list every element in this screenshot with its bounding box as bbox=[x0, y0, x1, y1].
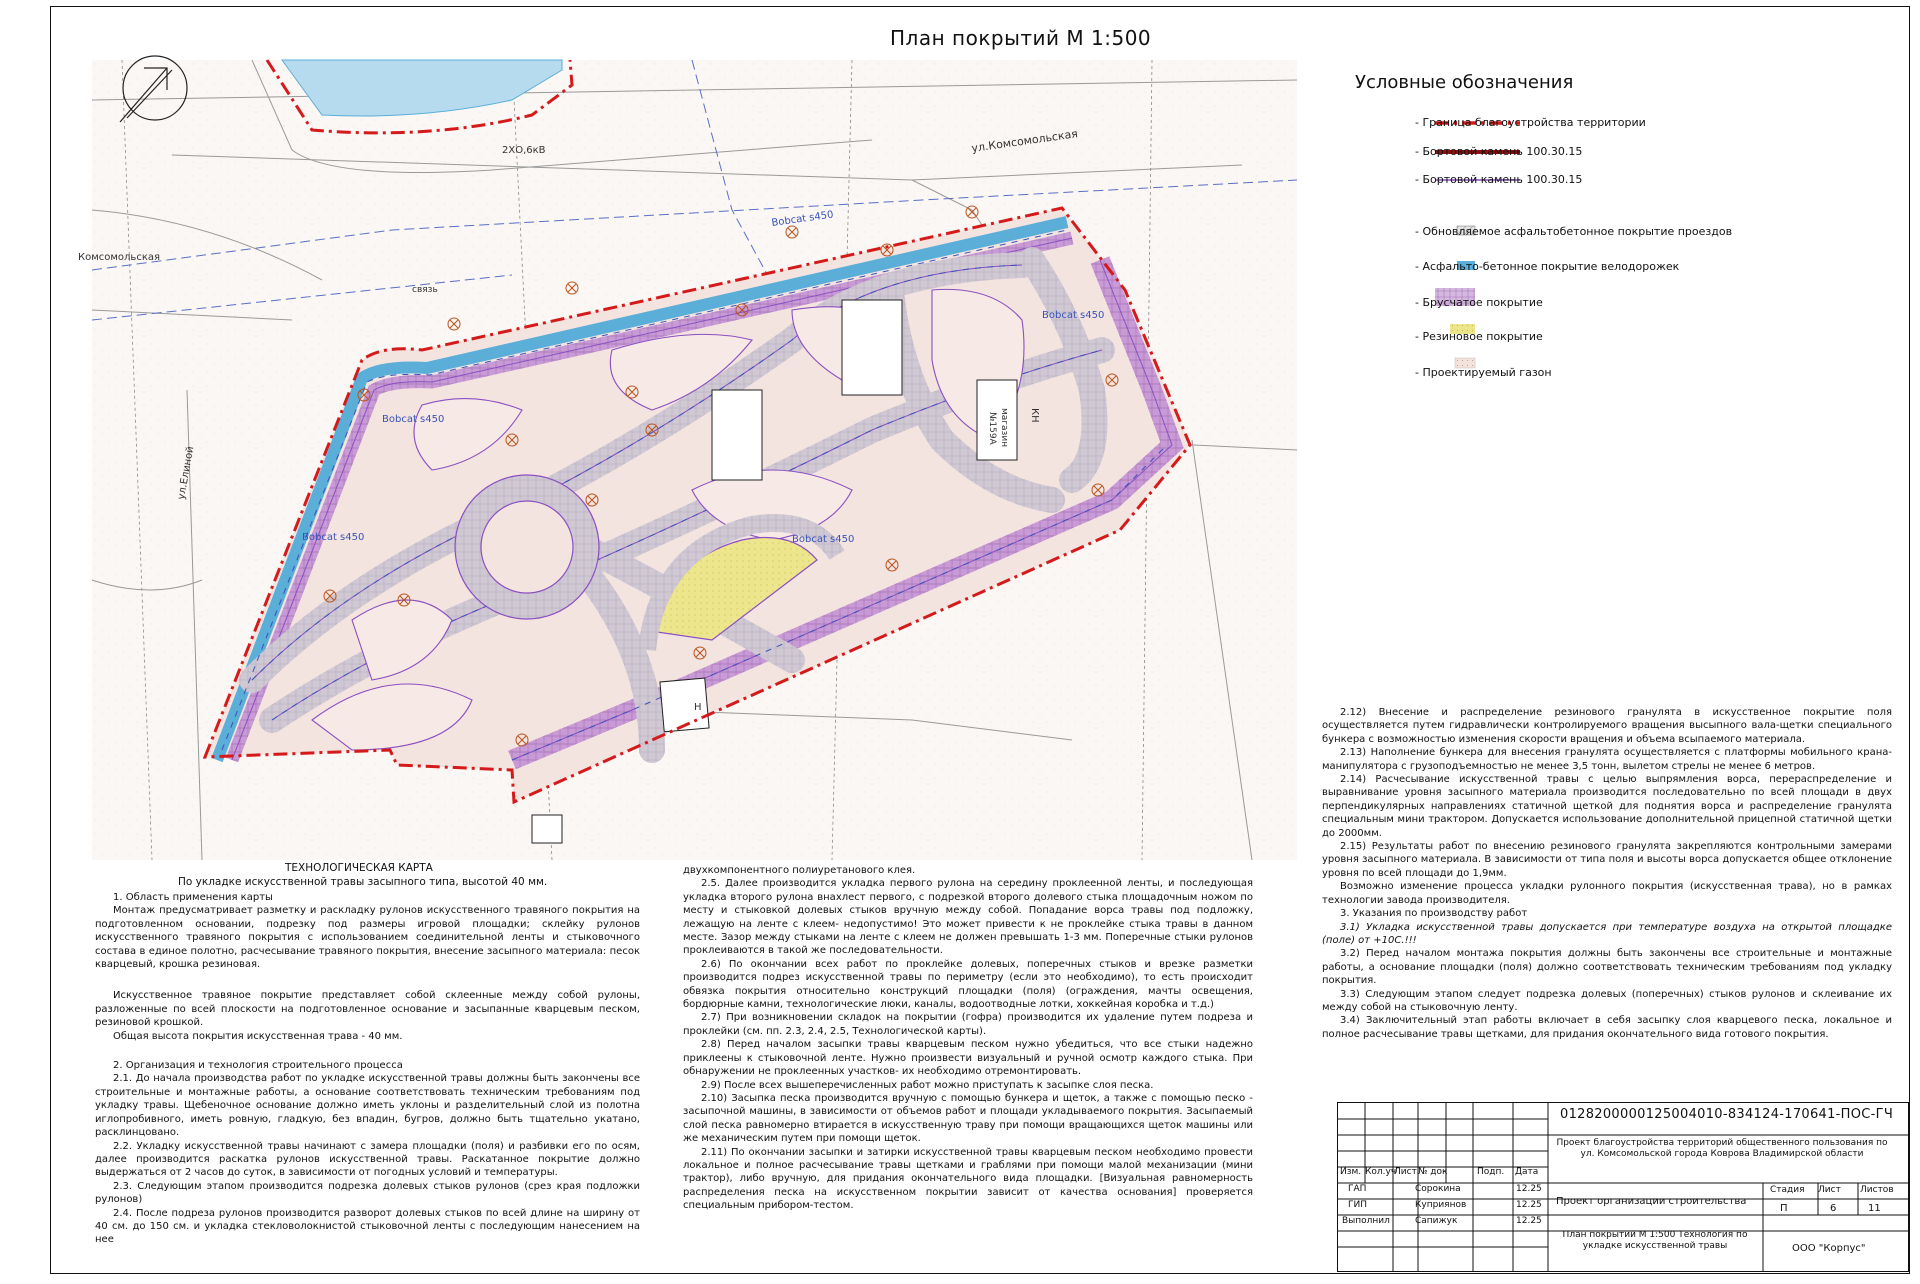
col1-p2: Искусственное травяное покрытие представляет собой склеенные между собой рулоны, разложенные по всей плоскости на подготовленное основание и засыпанные кварцевым песком, резиновой крошкой. bbox=[95, 990, 640, 1029]
label-bobcat-3: Bobcat s450 bbox=[382, 414, 445, 425]
stamp-role-2: ГИП bbox=[1348, 1200, 1367, 1210]
col1-p3: Общая высота покрытия искусственная трава - 40 мм. bbox=[113, 1030, 403, 1042]
stamp-hdr-date: Дата bbox=[1515, 1167, 1539, 1177]
stamp-stage-value: П bbox=[1780, 1203, 1788, 1214]
col3-p0: 2.12) Внесение и распределение резинового гранулята в искусственное покрытие поля осуществляется путем гидравлически контролируемого вращения высыпного вала-щетки специального бункера с возможностью изменения скорости вращения и объема всыпаемого материала. bbox=[1322, 707, 1892, 745]
label-n-marker: Н bbox=[694, 702, 702, 713]
stamp-name-2: Куприянов bbox=[1415, 1200, 1467, 1210]
tech-card-column-3 bbox=[1322, 706, 1892, 1041]
stamp-date-1: 12.25 bbox=[1516, 1184, 1542, 1194]
stamp-date-3: 12.25 bbox=[1516, 1216, 1542, 1226]
legend-item-bike-lane: - Асфальто-бетонное покрытие велодорожек bbox=[1415, 260, 1680, 273]
col3-p8: 3.3) Следующим этапом следует подрезка долевых (поперечных) стыков рулонов и склеивание их между собой на стыковочную ленту. bbox=[1322, 988, 1892, 1013]
stamp-hdr-sign: Подп. bbox=[1477, 1167, 1505, 1177]
legend-item-lawn: - Проектируемый газон bbox=[1415, 366, 1552, 379]
stamp-sheet-title: План покрытий М 1:500 Технология по укладке искусственной травы bbox=[1562, 1230, 1748, 1251]
stamp-name-3: Сапижук bbox=[1415, 1216, 1458, 1226]
col1-p0: 1. Область применения карты bbox=[113, 892, 273, 903]
col1-p5: 2.1. До начала производства работ по укладке искусственной травы должны быть закончены все строительные и монтажные работы, а основание соответствовать техническим требованиям под укладку травы. Щебеночное основание должно иметь уклоны и разделительный слой из полотна иглопробивного, иметь ровную, гладкую, без впадин, бугров, должно быть тщательно укатано, расклинцовано. bbox=[95, 1073, 640, 1139]
site-plan-map bbox=[78, 60, 1297, 860]
col2-p1: 2.5. Далее производится укладка первого рулона на середину проклеенной ленты, и последующая укладка второго рулона внахлест первого, с подрезкой второго долевого стыка площадочным ножом по месту и стыковкой долевых стыков вручную между собой. Попадание ворса травы под подложку, лежащую на ленте с клеем- недопустимо! Это может привести к не проклейке стыка травы в данном месте. Зазор между стыками на ленте с клеем не должен превышать 1-3 мм. Поперечные стыки рулонов проклеиваются в такой же последовательности. bbox=[683, 878, 1253, 957]
stamp-role-1: ГАП bbox=[1348, 1184, 1367, 1194]
stamp-sheet-value: 6 bbox=[1830, 1203, 1837, 1214]
label-house-kn: КН bbox=[1029, 408, 1040, 423]
col2-p7: 2.11) По окончании засыпки и затирки искусственной травы кварцевым песком необходимо провести локальное и полное расчесывание травы щетками и граблями при помощи малой механизации (мини трактор), либо вручную, для придания окончательного вида площадки. [Визуальная равномерность распределения песка на искусственном покрытии зависит от качества основания] проверяется специальным прибором-тестом. bbox=[683, 1146, 1253, 1212]
stamp-hdr-list: Лист bbox=[1394, 1167, 1417, 1177]
stamp-hdr-izm: Изм. bbox=[1340, 1167, 1362, 1177]
legend-item-paving: - Брусчатое покрытие bbox=[1415, 296, 1543, 309]
label-street-komsomolskaya: ул.Комсомольская bbox=[970, 127, 1079, 155]
col3-p3: 2.15) Результаты работ по внесению резинового гранулята закрепляются контрольными замерами уровня засыпного материала. В зависимости от типа поля и высоты ворса допускается общее отклонение уровня по всей площади до 1,9мм. bbox=[1322, 841, 1892, 879]
col1-p8: 2.4. После подреза рулонов производится разворот долевых стыков по всей длине на ширину от 40 см. до 150 см. и укладка стекловолокнистой стыковочной ленты с последующим нанесением на нее bbox=[95, 1207, 640, 1246]
tech-card-subtitle: По укладке искусственной травы засыпного типа, высотой 40 мм. bbox=[178, 876, 548, 888]
stamp-date-2: 12.25 bbox=[1516, 1200, 1542, 1210]
label-bobcat-4: Bobcat s450 bbox=[302, 532, 365, 543]
label-komsomolskaya-left: Комсомольская bbox=[78, 252, 161, 263]
stamp-company: ООО "Корпус" bbox=[1792, 1243, 1866, 1254]
col2-p4: 2.8) Перед началом засыпки травы кварцевым песком нужно убедиться, что все стыки надежно приклеены к стыковочной ленте. Нужно произвести визуальный и ручной осмотр каждого стыка. При обнаружении не проклеенных участков- их необходимо отремонтировать. bbox=[683, 1039, 1253, 1078]
legend-item-asphalt: - Обновляемое асфальтобетонное покрытие проездов bbox=[1415, 225, 1733, 238]
stamp-hdr-doc: № док bbox=[1418, 1167, 1448, 1177]
col3-p4: Возможно изменение процесса укладки рулонного покрытия (искусственная трава), но в рамках технологии завода производителя. bbox=[1322, 881, 1892, 906]
stamp-stage-label: Стадия bbox=[1770, 1185, 1805, 1195]
stamp-sheets-value: 11 bbox=[1868, 1203, 1881, 1214]
label-bobcat-1: Bobcat s450 bbox=[770, 209, 835, 229]
legend-item-curb-purple: - Бортовой камень 100.30.15 bbox=[1415, 173, 1583, 186]
col3-p9: 3.4) Заключительный этап работы включает в себя засыпку слоя кварцевого песка, локальное и полное расчесывание травы щетками, для придания окончательного вида готового покрытия. bbox=[1322, 1015, 1892, 1040]
tech-card-column-1 bbox=[95, 891, 640, 1247]
col2-p3: 2.7) При возникновении складок на покрытии (гофра) производится их удаление путем подреза и проклейки (см. пп. 2.3, 2.4, 2.5, Технологической карты). bbox=[683, 1012, 1253, 1037]
col3-p1: 2.13) Наполнение бункера для внесения гранулята осуществляется с платформы мобильного крана-манипулятора с грузоподъемностью не менее 3,5 тонн, вылетом стрелы не менее 6 метров. bbox=[1322, 747, 1892, 772]
label-cable: 2ХО,6кВ bbox=[502, 145, 546, 156]
col3-p5: 3. Указания по производству работ bbox=[1340, 908, 1528, 920]
legend-item-rubber: - Резиновое покрытие bbox=[1415, 330, 1543, 343]
label-house-num: №159А bbox=[987, 412, 997, 445]
legend-item-boundary: - Граница благоустройства территории bbox=[1415, 116, 1646, 129]
col1-p7: 2.3. Следующим этапом производится подрезка долевых стыков рулонов (срез края подложки рулонов) bbox=[95, 1180, 640, 1206]
document-code: 0128200000125004010-834124-170641-ПОС-ГЧ bbox=[1560, 1107, 1894, 1122]
plan-title: План покрытий М 1:500 bbox=[890, 26, 1152, 50]
legend-item-curb-dark: - Бортовой камень 100.30.15 bbox=[1415, 145, 1583, 158]
tech-card-column-2 bbox=[683, 864, 1253, 1213]
col1-p6: 2.2. Укладку искусственной травы начинают с замера площадки (поля) и разбивки его по осям, далее производится раскатка рулонов искусственной травы. Раскатанное покрытие должно выдержаться от 2 часов до суток, в зависимости от погодных условий и температуры. bbox=[95, 1140, 640, 1179]
label-bobcat-5: Bobcat s450 bbox=[792, 534, 855, 545]
col2-p0: двухкомпонентного полиуретанового клея. bbox=[683, 865, 916, 876]
label-street-elinoy: ул.Елиной bbox=[176, 445, 197, 501]
col2-p6: 2.10) Засыпка песка производится вручную с помощью бункера и щеток, а также с помощью песко - засыпочной машины, в зависимости от объемов работ и площади укладываемого покрытия. Засыпаемый слой песка равномерно втирается в искусственную траву при помощи вращающихся щеток машины или же механическим путем при помощи щеток. bbox=[683, 1092, 1253, 1145]
stamp-hdr-kol: Кол.уч bbox=[1365, 1167, 1397, 1177]
stamp-section: Проект организации строительства bbox=[1556, 1196, 1747, 1207]
col3-p2: 2.14) Расчесывание искусственной травы с целью выпрямления ворса, перераспределение и выравнивание уровня засыпного материала производится последовательно по всей площади в двух перпендикулярных направлениях статичной щеткой для поднятия ворса и распределение гранулята специальным мини трактором. Допускается использование дополнительной прицепной статичной щетки до 2000мм. bbox=[1322, 774, 1892, 839]
stamp-sheets-label: Листов bbox=[1860, 1185, 1894, 1195]
label-bobcat-2: Bobcat s450 bbox=[1042, 310, 1105, 321]
col1-p1: Монтаж предусматривает разметку и раскладку рулонов искусственного травяного покрытия на подготовленном основании, подрезку под размеры игровой площадки; склейку рулонов искусственного травяного покрытия с использованием соединительной ленты и стыковочного состава в единое полотно, расчесывание травяного покрытия, внесение засыпного материала: песок кварцевый, крошка резиновая. bbox=[95, 905, 640, 971]
label-svyaz: связь bbox=[412, 285, 438, 295]
stamp-project: Проект благоустройства территорий общественного пользования по ул. Комсомольской города Коврова Владимирской области bbox=[1556, 1138, 1888, 1159]
col1-p4: 2. Организация и технология строительного процесса bbox=[113, 1060, 403, 1072]
stamp-role-3: Выполнил bbox=[1342, 1216, 1390, 1226]
stamp-sheet-label: Лист bbox=[1818, 1185, 1841, 1195]
legend-title: Условные обозначения bbox=[1355, 72, 1574, 93]
col3-p7: 3.2) Перед началом монтажа покрытия должны быть закончены все строительные и монтажные работы, а основание площадки (поля) должно соответствовать техническим требованиям под укладку покрытия. bbox=[1322, 948, 1892, 987]
col2-p2: 2.6) По окончании всех работ по проклейке долевых, поперечных стыков и врезке разметки производится подрез искусственной травы по периметру (если это необходимо), то есть происходит обвязка покрытия относительно конструкций площадки (поля) (ограждения, мачты освещения, бордюрные камни, технологические люки, каналы, водоотводные лотки, хоккейная коробка и т.д.) bbox=[683, 958, 1253, 1011]
tech-card-title: ТЕХНОЛОГИЧЕСКАЯ КАРТА bbox=[285, 862, 433, 874]
col2-p5: 2.9) После всех вышеперечисленных работ можно приступать к засыпке слоя песка. bbox=[701, 1079, 1154, 1091]
stamp-name-1: Сорокина bbox=[1415, 1184, 1461, 1194]
label-house-mag: магазин bbox=[999, 408, 1009, 448]
col3-p6: 3.1) Укладка искусственной травы допускается при температуре воздуха на открытой площадке (поле) от +10С.!!! bbox=[1322, 921, 1892, 946]
